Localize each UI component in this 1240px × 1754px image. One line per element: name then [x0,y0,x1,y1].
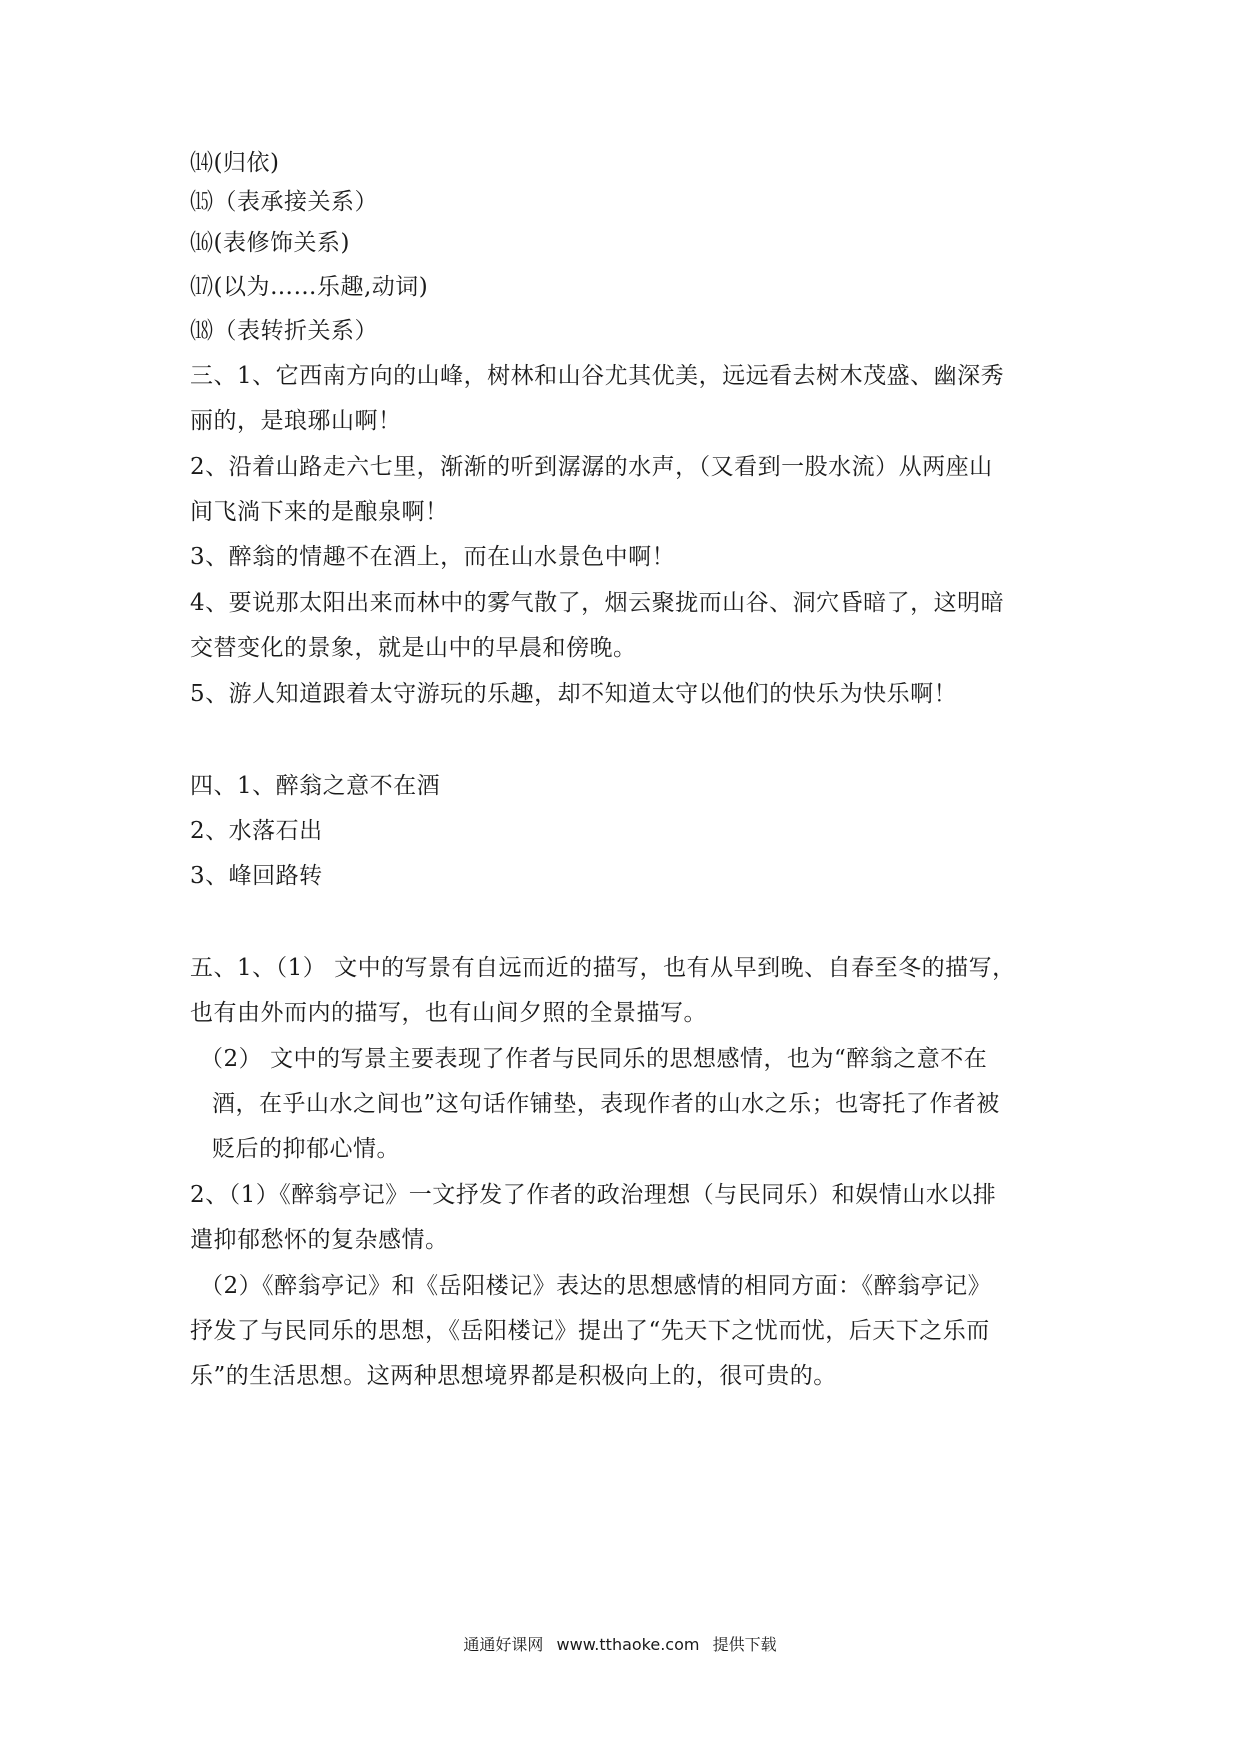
text-line: 间飞淌下来的是酿泉啊！ [190,499,449,525]
text-line: 2、水落石出 [190,818,323,844]
text-line: 2、（1）《醉翁亭记》一文抒发了作者的政治理想（与民同乐）和娱情山水以排 [190,1182,997,1208]
text-line: 贬后的抑郁心情。 [212,1136,400,1162]
text-line: 3、醉翁的情趣不在酒上，而在山水景色中啊！ [190,544,676,570]
text-line: 酒，在乎山水之间也”这句话作铺垫，表现作者的山水之乐；也寄托了作者被 [212,1091,1000,1117]
text-line: 交替变化的景象，就是山中的早晨和傍晚。 [190,635,637,661]
text-line: ⒂（表承接关系） [190,189,378,215]
text-line: （2）《醉翁亭记》和《岳阳楼记》表达的思想感情的相同方面：《醉翁亭记》 [200,1273,992,1299]
text-line: 2、沿着山路走六七里，渐渐的听到潺潺的水声，（又看到一股水流）从两座山 [190,454,993,480]
text-line: ⒁(归依) [190,150,280,176]
text-line: ⒃(表修饰关系) [190,230,350,256]
text-line: 五、1、（1） 文中的写景有自远而近的描写，也有从早到晚、自春至冬的描写， [190,955,1016,981]
text-line: ⒄(以为……乐趣,动词) [190,274,429,300]
page-footer [0,1634,1240,1656]
footer-suffix: 提供下载 [712,1635,777,1654]
text-line: （2） 文中的写景主要表现了作者与民同乐的思想感情，也为“醉翁之意不在 [200,1046,988,1072]
text-line: 丽的，是琅琊山啊！ [190,408,402,434]
text-line: 遣抑郁愁怀的复杂感情。 [190,1227,449,1253]
text-line: 4、要说那太阳出来而林中的雾气散了，烟云聚拢而山谷、洞穴昏暗了，这明暗 [190,590,1005,616]
text-line: 四、1、醉翁之意不在酒 [190,773,441,799]
footer-url[interactable]: www.tthaoke.com [556,1635,700,1654]
text-line: 三、1、它西南方向的山峰，树林和山谷尤其优美，远远看去树木茂盛、幽深秀 [190,363,1005,389]
text-line: 乐”的生活思想。这两种思想境界都是积极向上的，很可贵的。 [190,1363,837,1389]
text-line: ⒅（表转折关系） [190,318,378,344]
text-line: 抒发了与民同乐的思想，《岳阳楼记》提出了“先天下之忧而忧，后天下之乐而 [190,1318,990,1344]
footer-site-name: 通通好课网 [463,1635,544,1654]
text-line: 3、峰回路转 [190,863,323,889]
text-line: 5、游人知道跟着太守游玩的乐趣，却不知道太守以他们的快乐为快乐啊！ [190,681,958,707]
text-line: 也有由外而内的描写，也有山间夕照的全景描写。 [190,1000,707,1026]
